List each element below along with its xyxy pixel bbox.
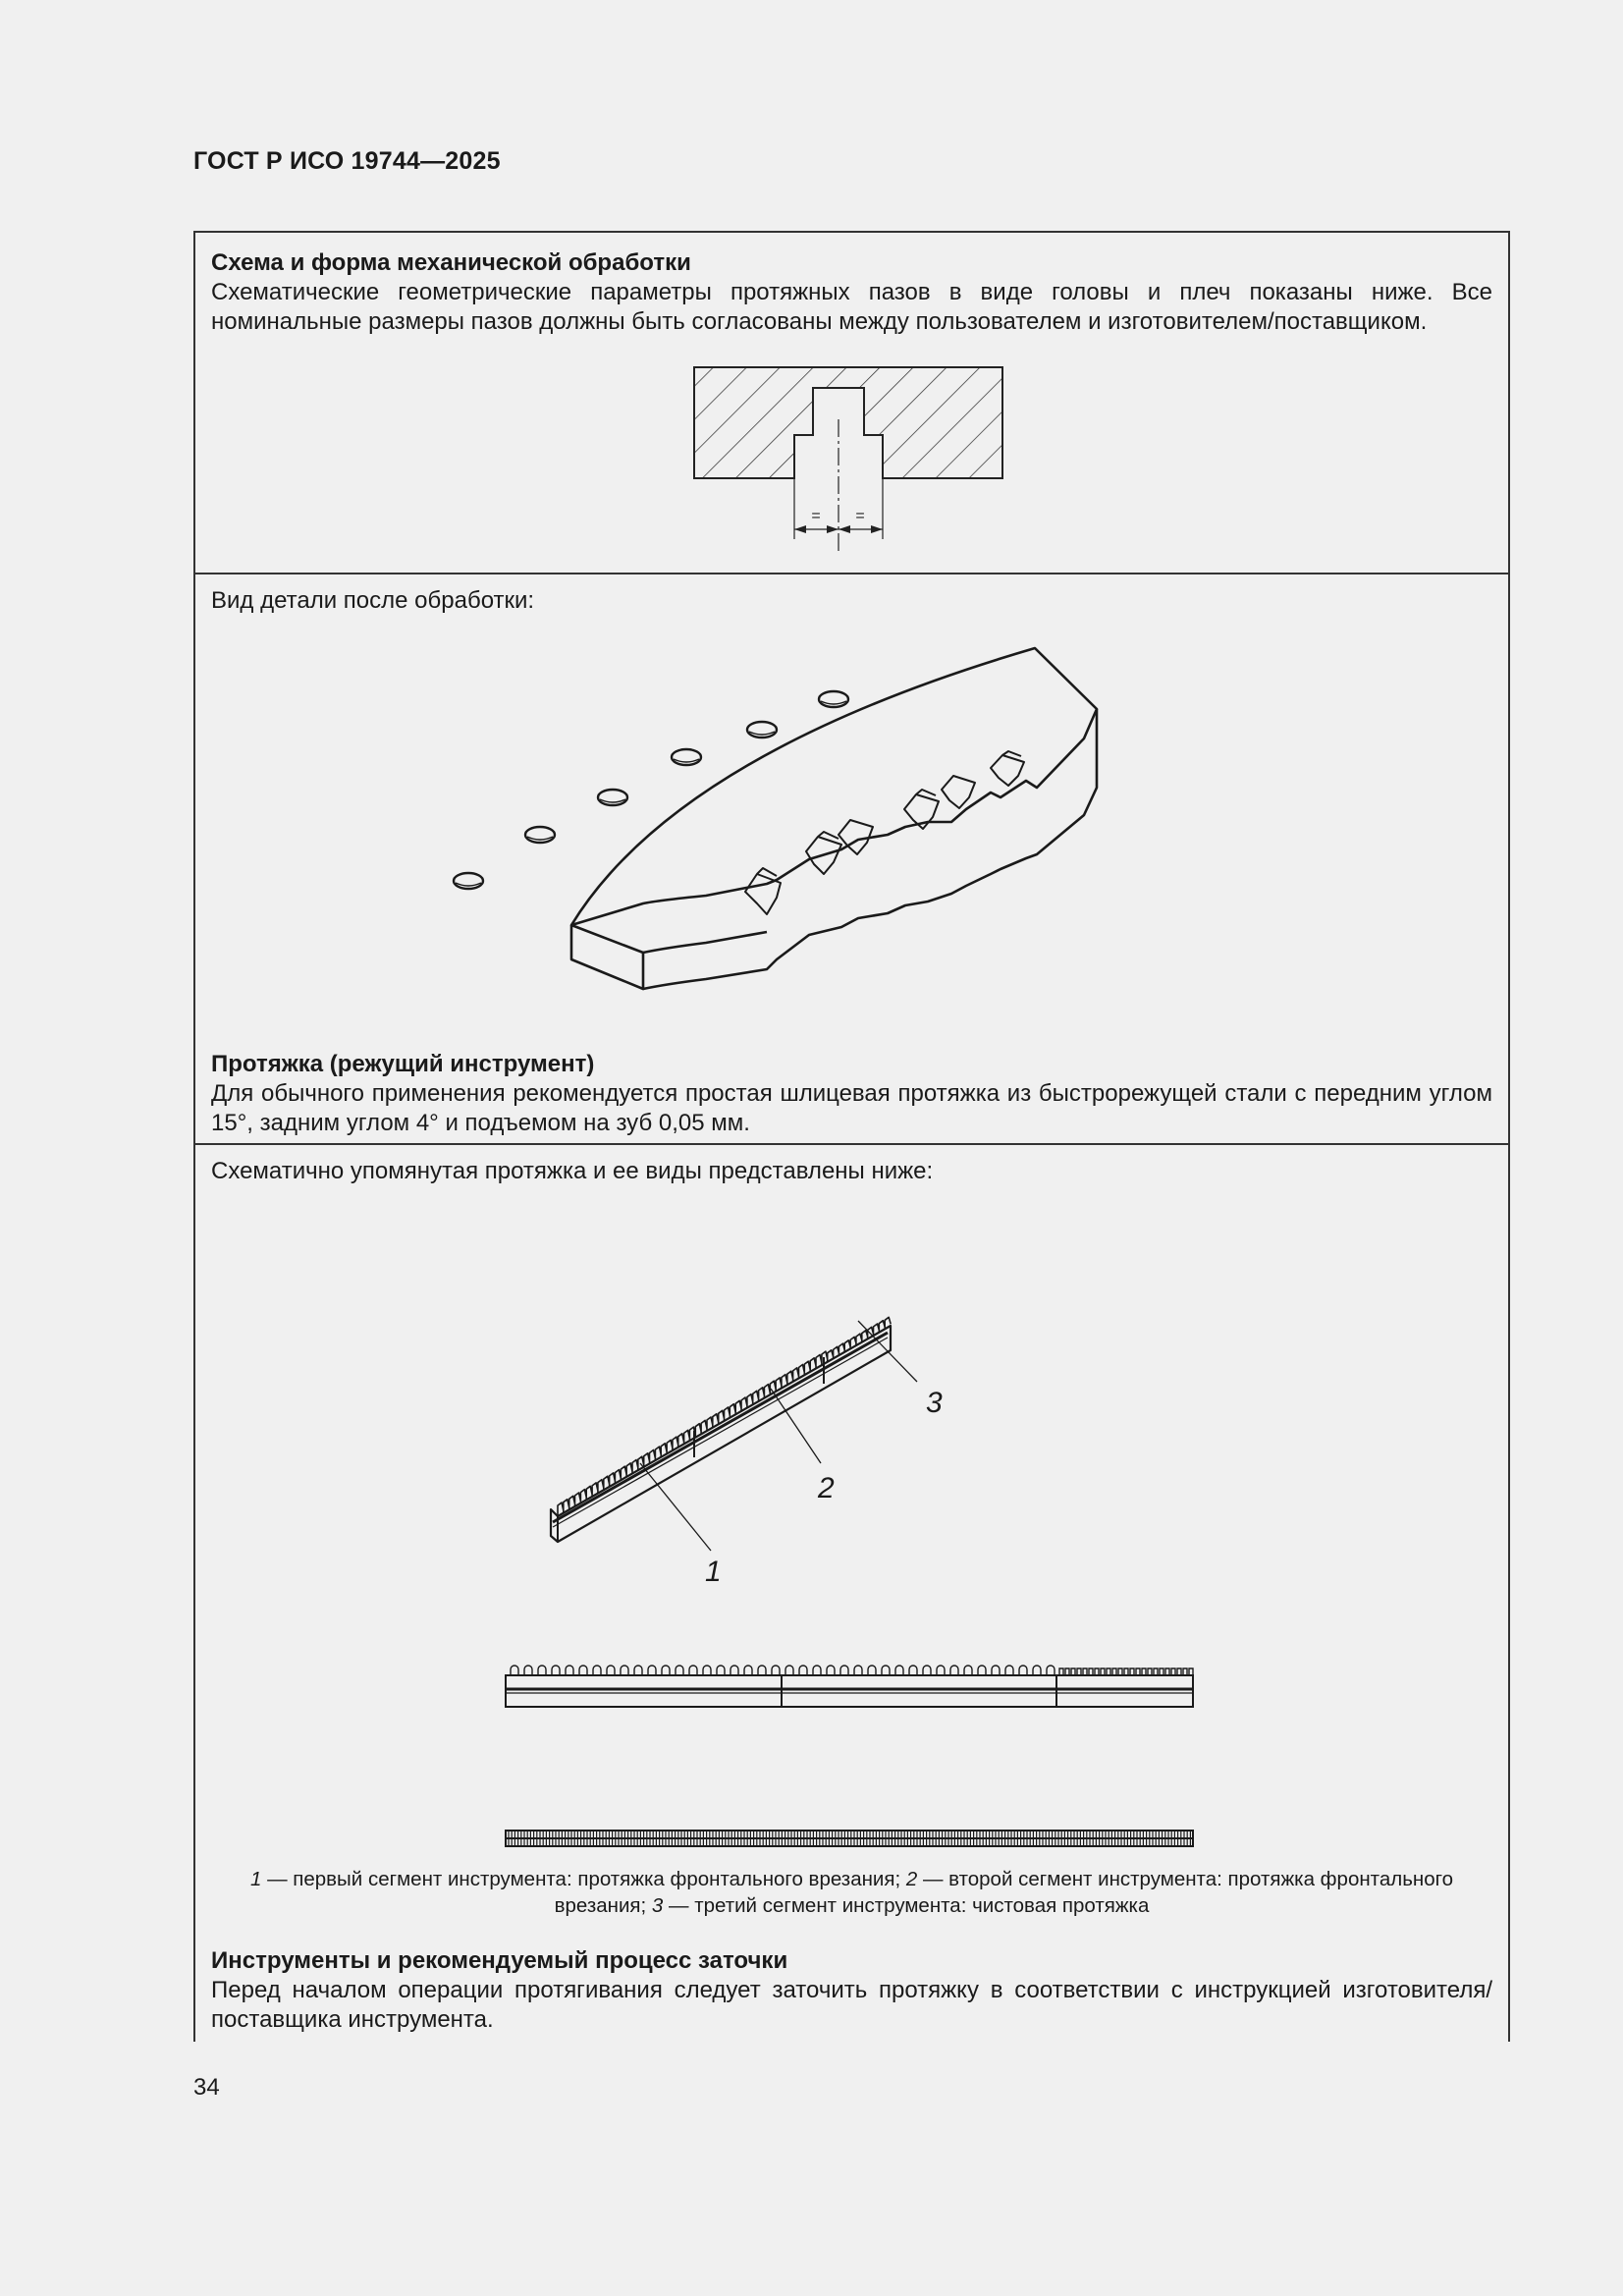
callout-3: 3: [926, 1387, 943, 1419]
section-text-broach: Для обычного применения рекомендуется простая шлицевая протяжка из быстрорежущей стали с передним углом 15°, задним углом 4° и подъемом на зуб 0,05 мм.: [211, 1080, 1492, 1136]
section-text-sharpening: Перед началом операции протягивания следует заточить протяжку в соответствии с инструкцией изготовителя/поставщика инструмента.: [211, 1977, 1492, 2033]
section-heading-sharpening: Инструменты и рекомендуемый процесс заточки: [211, 1947, 788, 1974]
broach-views-label: Схематично упомянутая протяжка и ее виды представлены ниже:: [211, 1158, 934, 1184]
section-broach-views-intro: [211, 1157, 1492, 1186]
row-divider: [195, 1143, 1508, 1145]
dimension-equal-right: =: [855, 508, 865, 524]
part-top-face: [571, 648, 1097, 925]
slot-profile-drawing: [686, 360, 1020, 557]
caption-num-2: 2: [905, 1868, 918, 1890]
section-sharpening: [211, 1946, 1492, 2035]
side-teeth: [511, 1666, 1193, 1675]
caption-num-3: 3: [651, 1894, 664, 1917]
leader-line-3: [858, 1321, 917, 1382]
callout-2: 2: [818, 1472, 835, 1504]
page-number: 34: [193, 2074, 220, 2101]
broach-side-view: [505, 1652, 1202, 1711]
caption-num-1: 1: [249, 1868, 262, 1890]
section-heading-broach: Протяжка (режущий инструмент): [211, 1051, 595, 1077]
dimension-equal-left: =: [811, 508, 821, 524]
broach-teeth: [558, 1317, 891, 1516]
leader-line-2: [771, 1389, 821, 1463]
broached-slot-5: [942, 776, 975, 808]
section-machining-scheme: [211, 248, 1492, 337]
section-broach-tool: [211, 1050, 1492, 1138]
caption-text-3: — третий сегмент инструмента: чистовая протяжка: [663, 1894, 1150, 1917]
callout-1: 1: [705, 1556, 722, 1588]
figure-caption: [211, 1866, 1492, 1919]
leader-line-1: [640, 1463, 711, 1551]
broached-slot-6: [991, 751, 1024, 786]
content-table: [193, 231, 1510, 2042]
machined-part-drawing: [549, 640, 1158, 1033]
document-header: ГОСТ Р ИСО 19744—2025: [193, 147, 501, 175]
broached-slot-1: [745, 868, 781, 914]
broached-slot-2: [806, 832, 841, 874]
section-heading-machining: Схема и форма механической обработки: [211, 249, 691, 276]
caption-text-2: — второй сегмент инструмента: протяжка фронтального врезания;: [554, 1868, 1454, 1917]
broach-top-view: [505, 1829, 1202, 1852]
part-view-label: Вид детали после обработки:: [211, 587, 535, 614]
row-divider: [195, 573, 1508, 574]
workpiece-cross-section: [694, 367, 1002, 478]
section-part-view-intro: [211, 586, 1492, 616]
section-text-machining: Схематические геометрические параметры протяжных пазов в виде головы и плеч показаны ниже. Все номинальные размеры пазов должны быть согласованы между пользователем и изготовителем/поставщиком.: [211, 279, 1492, 335]
caption-text-1: — первый сегмент инструмента: протяжка фронтального врезания;: [261, 1868, 906, 1890]
broach-isometric-drawing: [539, 1200, 1128, 1642]
